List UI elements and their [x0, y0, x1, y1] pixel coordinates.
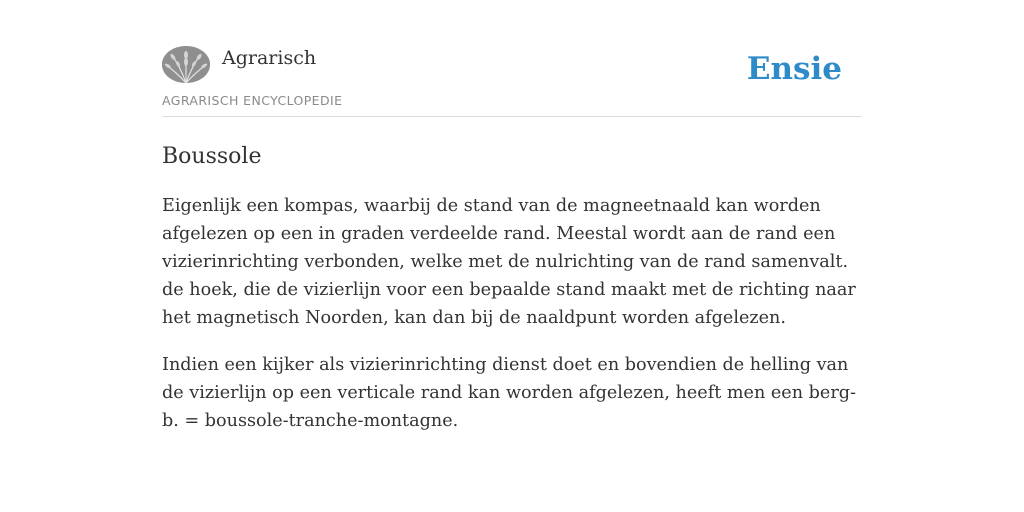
entry-title: Boussole	[162, 144, 262, 169]
source-subtitle: AGRARISCH ENCYCLOPEDIE	[162, 93, 343, 108]
wheat-icon	[162, 46, 210, 83]
source-avatar[interactable]	[162, 46, 210, 83]
brand-logo[interactable]: Ensie	[746, 51, 842, 87]
source-name[interactable]: Agrarisch	[222, 47, 317, 69]
source-header	[162, 0, 862, 117]
page-content	[162, 0, 862, 435]
entry-paragraph: Eigenlijk een kompas, waarbij de stand van de magneetnaald kan worden afgelezen op een in graden verdeelde rand. Meestal wordt aan de rand een vizierinrichting verbonden, welke met de nulrichting van de rand samenvalt. de hoek, die de vizierlijn voor een bepaalde stand maakt met de richting naar het magnetisch Noorden, kan dan bij de naaldpunt worden afgelezen.	[162, 196, 856, 328]
entry-paragraph: Indien een kijker als vizierinrichting dienst doet en bovendien de helling van de vizierlijn op een verticale rand kan worden afgelezen, heeft men een berg-b. = boussole-tranche-montagne.	[162, 355, 856, 431]
